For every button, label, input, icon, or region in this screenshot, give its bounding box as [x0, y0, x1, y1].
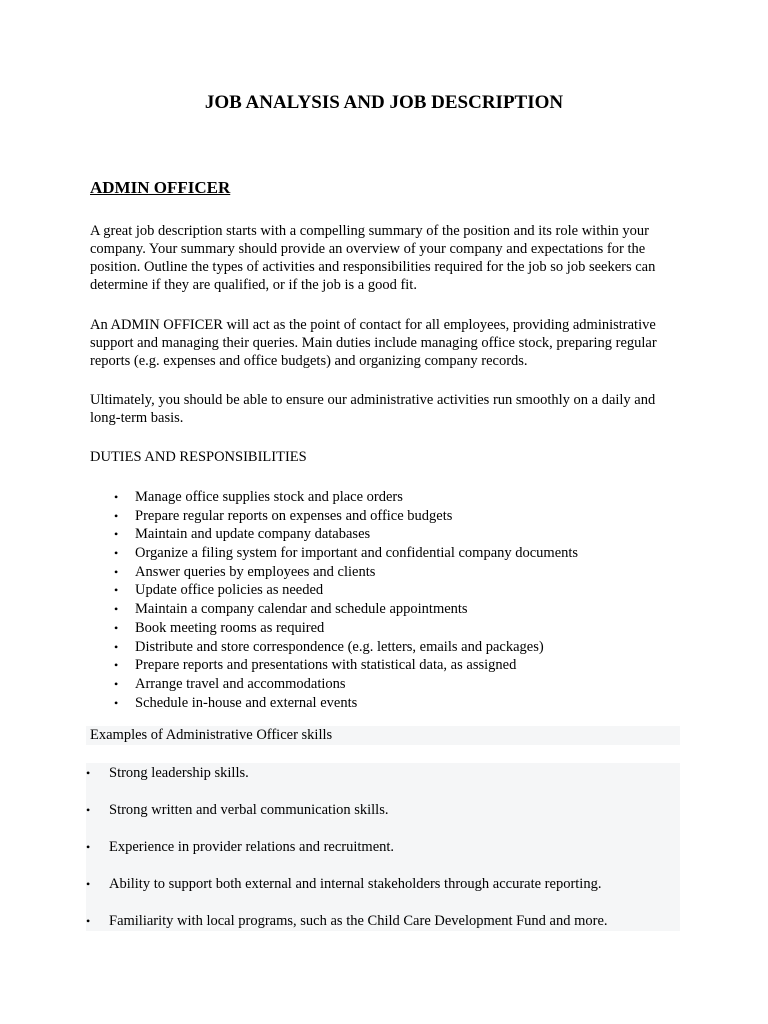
document-title: JOB ANALYSIS AND JOB DESCRIPTION — [204, 92, 564, 113]
duty-item-text: Organize a filing system for important and confidential company documents — [135, 545, 579, 562]
duty-item-text: Schedule in-house and external events — [135, 694, 358, 711]
bullet-icon: • — [114, 564, 119, 579]
bullet-icon: • — [114, 602, 119, 617]
bullet-icon: • — [86, 840, 91, 854]
duty-item-text: Update office policies as needed — [135, 582, 324, 599]
duty-item — [0, 638, 578, 657]
bullet-icon: • — [86, 914, 91, 928]
duty-item — [0, 581, 578, 600]
duties-heading: DUTIES AND RESPONSIBILITIES — [90, 449, 307, 465]
goal-paragraph: Ultimately, you should be able to ensure our administrative activities run smoothly on a daily and long-term basis. — [90, 392, 656, 426]
duty-item-text: Prepare reports and presentations with statistical data, as assigned — [135, 657, 517, 674]
bullet-icon: • — [114, 695, 119, 710]
skill-item-text: Familiarity with local programs, such as the Child Care Development Fund and more. — [109, 913, 608, 929]
duty-item-text: Book meeting rooms as required — [135, 619, 325, 636]
skill-item-text: Experience in provider relations and recruitment. — [109, 839, 395, 855]
duty-item-text: Maintain a company calendar and schedule appointments — [135, 601, 468, 618]
duty-item-text: Maintain and update company databases — [135, 526, 371, 543]
duty-item — [0, 619, 578, 638]
duty-item — [0, 600, 578, 619]
section-heading: ADMIN OFFICER — [90, 178, 231, 197]
bullet-icon: • — [114, 508, 119, 523]
duty-item — [0, 544, 578, 563]
skill-item — [0, 911, 608, 948]
duty-item-text: Distribute and store correspondence (e.g. letters, emails and packages) — [135, 638, 544, 655]
duty-item — [0, 675, 578, 694]
bullet-icon: • — [86, 877, 91, 891]
bullet-icon: • — [114, 658, 119, 673]
bullet-icon: • — [114, 546, 119, 561]
bullet-icon: • — [114, 490, 119, 504]
duty-item — [0, 507, 578, 526]
bullet-icon: • — [114, 676, 119, 691]
duty-item-text: Prepare regular reports on expenses and office budgets — [135, 507, 453, 524]
bullet-icon: • — [86, 766, 91, 780]
bullet-icon: • — [114, 583, 119, 598]
duty-item — [0, 563, 578, 582]
skill-item-text: Strong written and verbal communication skills. — [109, 802, 389, 818]
duties-list — [0, 488, 578, 712]
skills-list — [0, 763, 608, 948]
skills-heading: Examples of Administrative Officer skills — [86, 726, 680, 745]
bullet-icon: • — [86, 803, 91, 817]
skill-item — [0, 837, 608, 874]
duty-item-text: Manage office supplies stock and place orders — [135, 489, 403, 505]
skill-item-text: Ability to support both external and internal stakeholders through accurate reporting. — [109, 876, 602, 892]
skill-item — [0, 763, 608, 800]
bullet-icon: • — [114, 527, 119, 542]
bullet-icon: • — [114, 639, 119, 654]
skill-item — [0, 800, 608, 837]
duty-item — [0, 488, 578, 507]
skill-item-text: Strong leadership skills. — [109, 765, 249, 781]
duty-item — [0, 656, 578, 675]
bullet-icon: • — [114, 620, 119, 635]
duty-item-text: Arrange travel and accommodations — [135, 675, 346, 692]
role-paragraph: An ADMIN OFFICER will act as the point of contact for all employees, providing administrative support and managing their queries. Main duties include managing office stock, preparing regular reports (e.g. expenses and office budgets) and organizing company records. — [90, 317, 657, 369]
duty-item — [0, 694, 578, 713]
summary-paragraph: A great job description starts with a compelling summary of the position and its role within your company. Your summary should provide an overview of your company and expectations for the position. Outline the types of activities and responsibilities required for the job so job seekers can determine if they are qualified, or if the job is a good fit. — [90, 223, 656, 293]
duty-item — [0, 525, 578, 544]
skill-item — [0, 874, 608, 911]
duty-item-text: Answer queries by employees and clients — [135, 563, 376, 580]
